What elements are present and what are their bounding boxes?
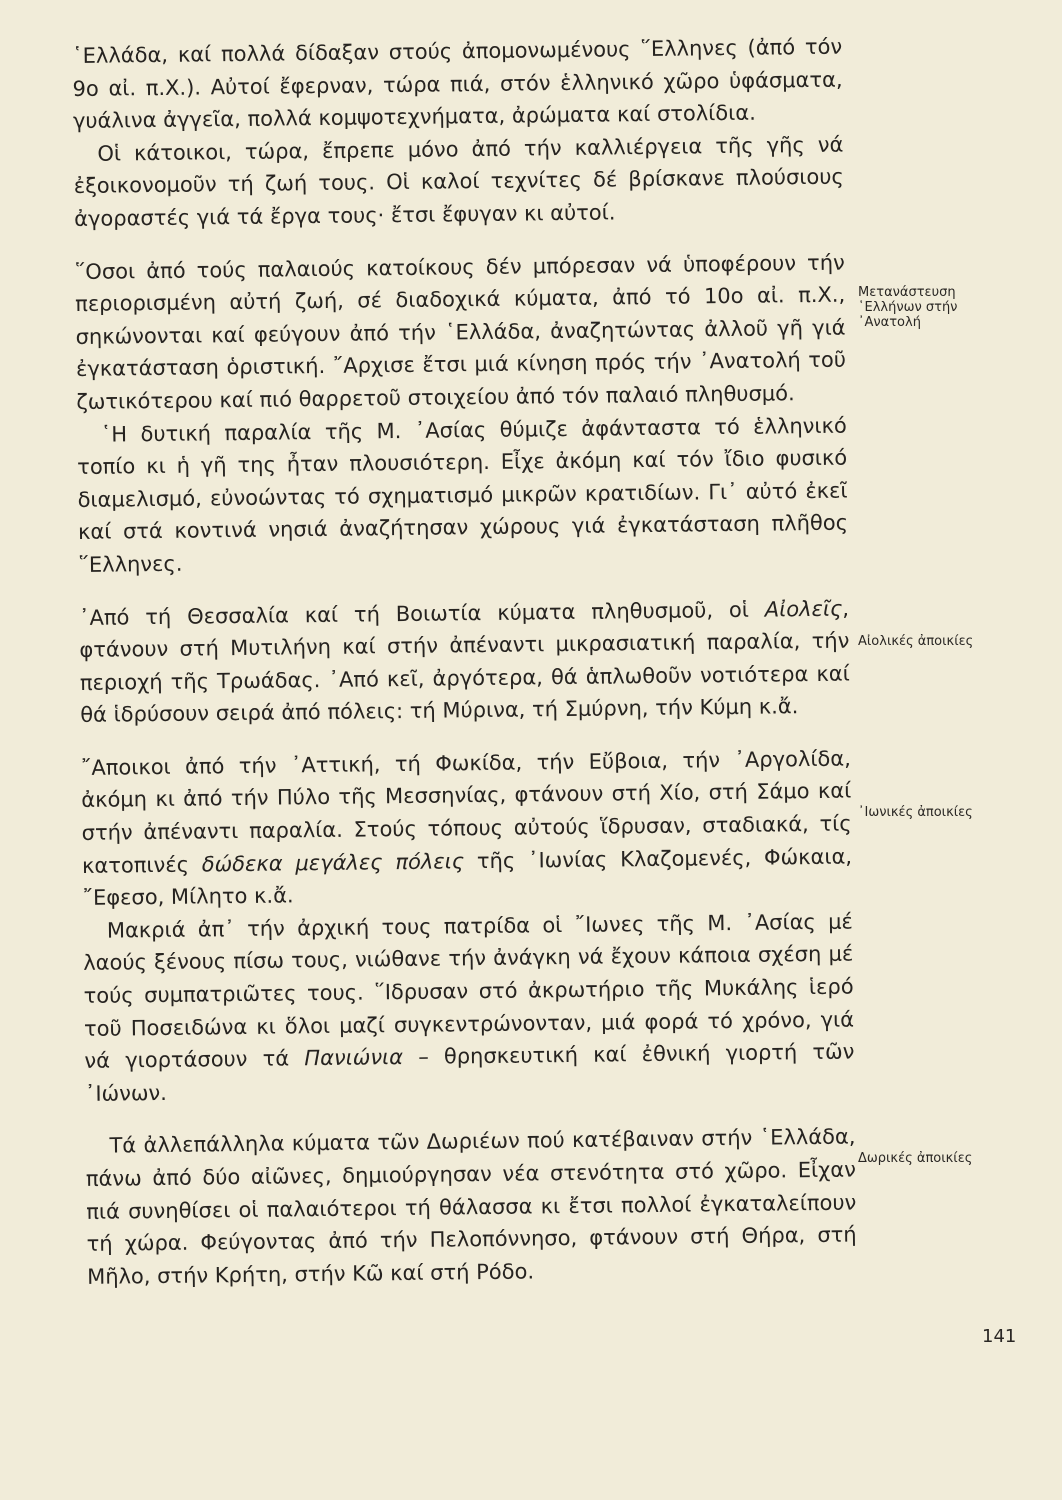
text-run: Μακριά ἀπ᾿ τήν ἀρχική τους πατρίδα οἱ ῎Ιωνες τῆς Μ. ᾿Ασίας μέ λαούς ξένους πίσω τους, νιώθανε τήν ἀνάγκη νά ἔχουν κάποια σχέση μέ τούς συμπατριῶτες τους. ῞Ιδρυσαν στό ἀκρωτήριο τῆς Μυκάλης ἱερό τοῦ Ποσειδώνα κι ὅλοι μαζί συγκεντρώνονταν, μιά φορά τό χρόνο, γιά νά γιορτάσουν τά [83,909,855,1074]
italic-term: δώδεκα μεγάλες πόλεις [201,848,465,877]
text-run: – θρησκευτική καί ἐθνική γιορτή τῶν ᾿Ιώνων. [84,1039,855,1106]
body-text [72,31,857,1294]
italic-term: Αἰολεῖς [764,596,843,622]
paragraph [73,128,844,235]
margin-note-dorian-colonies: Δωρικές ἀποικίες [858,1151,973,1166]
margin-note-ionian-colonies: ᾿Ιωνικές ἀποικίες [858,805,973,820]
text-run: ῾Ελλάδα, καί πολλά δίδαξαν στούς ἀπομονωμένους ῞Ελληνες (ἀπό τόν 9ο αἰ. π.Χ.). Αὐτοί ἔφερναν, τώρα πιά, στόν ἑλληνικό χῶρο ὑφάσματα, γυάλινα ἀγγεῖα, πολλά κομψοτεχνήματα, ἀρώματα καί στολίδια. [72,34,843,134]
paragraph [81,742,853,914]
paragraph [77,409,849,581]
paragraph [85,1121,857,1293]
text-run: ᾿Από τή Θεσσαλία καί τή Βοιωτία κύματα πληθυσμοῦ, οἱ [78,597,765,630]
text-run: τῆς ᾿Ιωνίας Κλαζομενές, Φώκαια, ῎Εφεσο, Μίλητο κ.ἄ. [82,844,853,911]
text-run: ῾Η δυτική παραλία τῆς Μ. ᾿Ασίας θύμιζε ἀφάνταστα τό ἑλληνικό τοπίο κι ἡ γῆ της ἦταν πλουσιότερη. Εἶχε ἀκόμη καί τόν ἴδιο φυσικό διαμελισμό, εὐνοώντας τό σχηματισμό μικρῶν κρατιδίων. Γι᾿ αὐτό ἐκεῖ καί στά κοντινά νησιά ἀναζήτησαν χώρους γιά ἐγκατάσταση πλῆθος ῞Ελληνες. [77,413,849,577]
paragraph [75,246,847,418]
text-run: ῎Αποικοι ἀπό τήν ᾿Αττική, τή Φωκίδα, τήν Εὔβοια, τήν ᾿Αργολίδα, ἀκόμη κι ἀπό τήν Πύλο τῆς Μεσσηνίας, φτάνουν στή Χίο, στή Σάμο καί στήν ἀπέναντι παραλία. Στούς τόπους αὐτούς ἵδρυσαν, σταδιακά, τίς κατοπινές [80,746,852,878]
text-run: Τά ἀλλεπάλληλα κύματα τῶν Δωριέων πού κατέβαιναν στήν ῾Ελλάδα, πάνω ἀπό δύο αἰῶνες, δημιούργησαν νέα στενότητα στό χῶρο. Εἶχαν πιά συνηθίσει οἱ παλαιότεροι τή θάλασσα κι ἔτσι πολλοί ἐγκαταλείπουν τή χώρα. Φεύγοντας ἀπό τήν Πελοπόννησο, φτάνουν στή Θήρα, στή Μῆλο, στήν Κρήτη, στήν Κῶ καί στή Ρόδο. [85,1124,857,1289]
margin-note-migration: Μετανάστευση ῾Ελλήνων στήν ᾿Ανατολή [858,285,958,330]
paragraph [72,31,843,138]
text-run: Οἱ κάτοικοι, τώρα, ἔπρεπε μόνο ἀπό τήν καλλιέργεια τῆς γῆς νά ἐξοικονομοῦν τή ζωή τους. Οἱ καλοί τεχνίτες δέ βρίσκανε πλούσιους ἀγοραστές γιά τά ἔργα τους· ἔτσι ἔφυγαν κι αὐτοί. [73,132,844,231]
page-number: 141 [982,1326,1017,1347]
margin-note-aeolian-colonies: Αἰολικές ἀποικίες [858,634,974,649]
italic-term: Πανιώνια [304,1045,404,1071]
text-run: ῞Οσοι ἀπό τούς παλαιούς κατοίκους δέν μπόρεσαν νά ὑποφέρουν τήν περιορισμένη αὐτή ζωή, σέ διαδοχικά κύματα, ἀπό τό 10ο αἰ. π.Χ., σηκώνονται καί φεύγουν ἀπό τήν ῾Ελλάδα, ἀναζητώντας ἀλλοῦ γῆ γιά ἐγκατάσταση ὁριστική. ῎Αρχισε ἔτσι μιά κίνηση πρός τήν ᾿Ανατολή τοῦ ζωτικότερου καί πιό θαρρετοῦ στοιχείου ἀπό τόν παλαιό πληθυσμό. [74,250,847,414]
paragraph [83,905,855,1110]
paragraph [79,592,851,732]
text-run: , φτάνουν στή Μυτιλήνη καί στήν ἀπέναντι μικρασιατική παραλία, τήν περιοχή τῆς Τρωάδας. ᾿Από κεῖ, ἀργότερα, θά ἁπλωθοῦν νοτιότερα καί θά ἱδρύσουν σειρά ἀπό πόλεις: τή Μύρινα, τή Σμύρνη, τήν Κύμη κ.ἄ. [79,596,850,728]
